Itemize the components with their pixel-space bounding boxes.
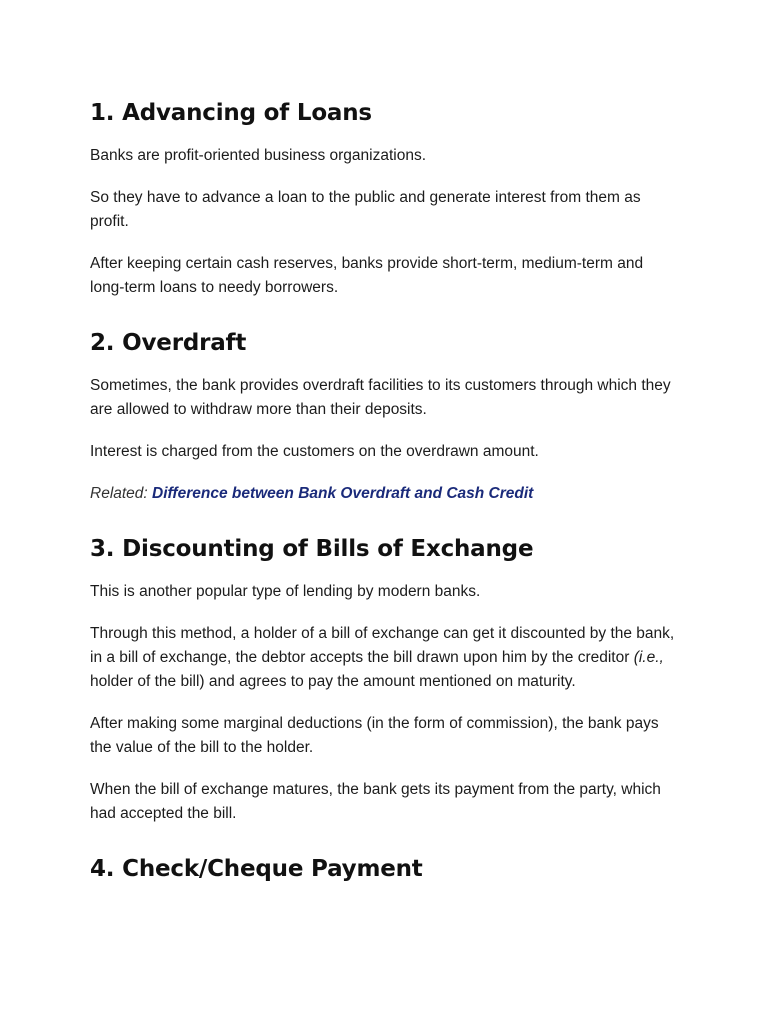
paragraph: After keeping certain cash reserves, banks provide short-term, medium-term and long-term loans to needy borrowers.: [90, 255, 644, 296]
paragraph: [90, 622, 676, 694]
paragraph: When the bill of exchange matures, the bank gets its payment from the party, which had accepted the bill.: [90, 781, 661, 822]
related-label: Related:: [90, 485, 148, 502]
paragraph: This is another popular type of lending by modern banks.: [90, 583, 481, 600]
heading-discounting-of-bills: 3. Discounting of Bills of Exchange: [90, 536, 534, 562]
paragraph-text: Through this method, a holder of a bill of exchange can get it discounted by the bank, in a bill of exchange, the debtor accepts the bill drawn upon him by the creditor: [90, 625, 675, 666]
paragraph: Interest is charged from the customers on the overdrawn amount.: [90, 443, 539, 460]
paragraph-text: holder of the bill) and agrees to pay the amount mentioned on maturity.: [90, 673, 576, 690]
related-line: [90, 482, 676, 506]
paragraph: So they have to advance a loan to the public and generate interest from them as profit.: [90, 189, 641, 230]
heading-advancing-of-loans: 1. Advancing of Loans: [90, 100, 372, 126]
paragraph: Banks are profit-oriented business organizations.: [90, 147, 427, 164]
paragraph: After making some marginal deductions (in the form of commission), the bank pays the value of the bill to the holder.: [90, 715, 659, 756]
paragraph-italic-text: (i.e.,: [633, 649, 664, 666]
heading-check-cheque-payment: 4. Check/Cheque Payment: [90, 856, 423, 882]
related-link-overdraft-vs-cash-credit[interactable]: Difference between Bank Overdraft and Cash Credit: [152, 485, 534, 502]
heading-overdraft: 2. Overdraft: [90, 330, 247, 356]
paragraph: Sometimes, the bank provides overdraft facilities to its customers through which they are allowed to withdraw more than their deposits.: [90, 377, 671, 418]
